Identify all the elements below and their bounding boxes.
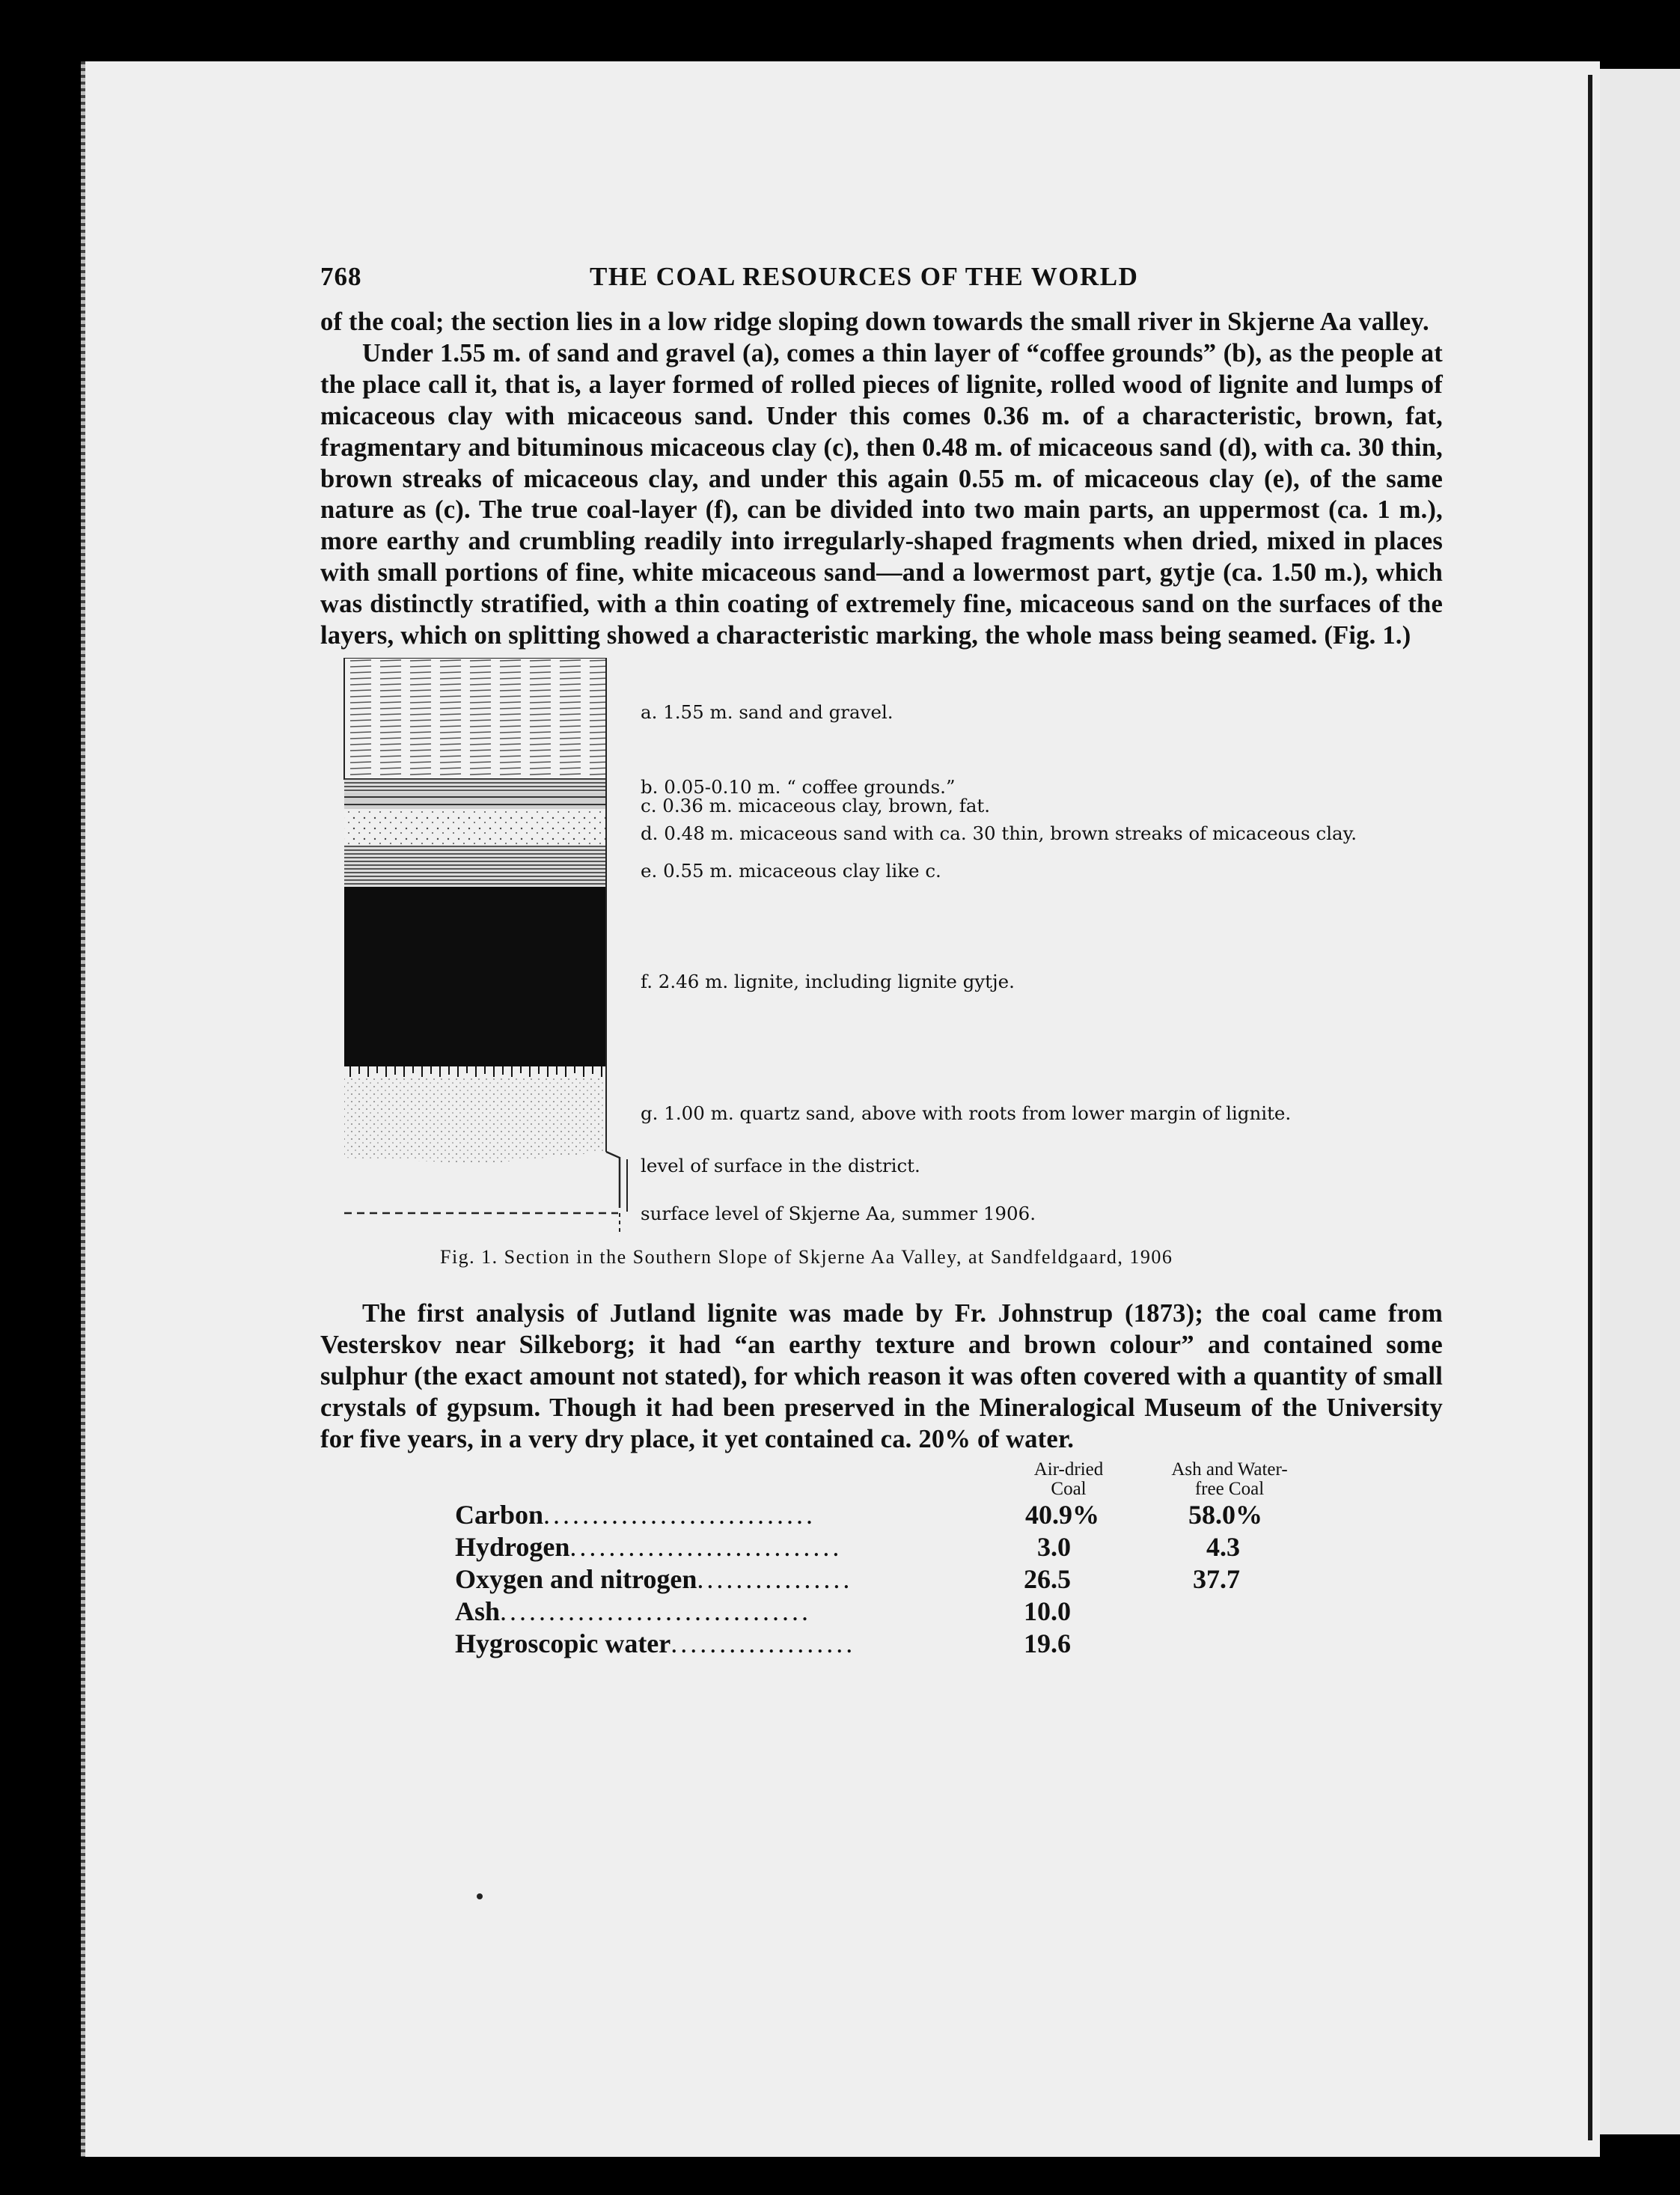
row-label: Carbon [455,1499,544,1530]
running-title: THE COAL RESOURCES OF THE WORLD [590,262,1139,291]
layer-d-sand [344,809,606,845]
layer-f-lignite [344,887,606,1066]
label-layer-b: b. 0.05-0.10 m. “ coffee grounds.” [641,775,956,798]
value-air-dried: 3.0 [1037,1531,1071,1562]
leader-dots: ................................ [500,1596,812,1626]
running-header [320,262,1443,307]
label-layer-f: f. 2.46 m. lignite, including lignite gytje. [641,970,1015,992]
label-layer-d: d. 0.48 m. micaceous sand with ca. 30 thin, brown streaks of micaceous clay. [641,822,1357,844]
analysis-table [320,1460,1443,1677]
layer-c-clay [344,793,606,809]
value-air-dried: 19.6 [1024,1628,1071,1658]
value-air-dried: 26.5 [1024,1563,1071,1594]
col-header-ash-free-line2: free Coal [1194,1478,1265,1499]
paragraph-2: Under 1.55 m. of sand and gravel (a), comes a thin layer of “coffee grounds” (b), as the people at the place call it, that is, a layer formed of rolled pieces of lignite, rolled wood of lignite and lumps of micaceous clay with micaceous sand. Under this comes 0.36 m. of a characteristic, brown, fat, fragmentary and bituminous micaceous clay (c), then 0.48 m. of micaceous sand (d), with ca. 30 thin, brown streaks of micaceous clay, and under this again 0.55 m. of micaceous clay (e), of the same nature as (c). The true coal-layer (f), can be divided into two main parts, an uppermost (ca. 1 m.), more earthy and crumbling readily into irregularly-shaped fragments when dried, mixed in places with small portions of fine, white micaceous sand—and a lowermost part, gytje (ca. 1.50 m.), which was distinctly stratified, with a thin coating of extremely fine, micaceous sand on the surfaces of the layers, which on splitting showed a characteristic marking, the whole mass being seamed. (Fig. 1.) [320,338,1443,650]
layer-a-sand-gravel [344,658,606,779]
page-left-edge [81,61,85,2157]
label-layer-a: a. 1.55 m. sand and gravel. [641,700,894,723]
label-river-level: surface level of Skjerne Aa, summer 1906. [641,1202,1036,1224]
table-row [455,1531,842,1563]
table-row [455,1628,855,1659]
value-air-dried: 10.0 [1024,1596,1071,1626]
value-air-dried: 40.9% [1025,1499,1099,1530]
label-surface-level: level of surface in the district. [641,1154,920,1176]
facing-page-edge [1600,69,1680,2134]
col-header-air-dried [1009,1460,1128,1499]
row-label: Ash [455,1596,501,1626]
page-content [320,262,1443,1677]
paragraph-1: of the coal; the section lies in a low ridge sloping down towards the small river in Skjerne Aa valley. [320,308,1429,336]
leader-dots: ............................ [543,1499,816,1530]
layer-g-quartz-sand [344,1077,606,1164]
leader-dots: ................... [671,1628,856,1658]
value-ash-free: 58.0% [1188,1499,1262,1530]
leader-dots: ............................ [569,1531,843,1562]
figure-section-diagram [320,658,1443,1279]
figure-caption: Fig. 1. Section in the Southern Slope of Skjerne Aa Valley, at Sandfeldgaard, 1906 [440,1245,1173,1268]
row-label: Oxygen and nitrogen [455,1563,697,1594]
col-header-ash-free-line1: Ash and Water- [1171,1459,1288,1480]
table-row [455,1499,816,1530]
label-layer-c: c. 0.36 m. micaceous clay, brown, fat. [641,794,991,816]
col-header-air-dried-line1: Air-dried [1033,1459,1104,1480]
book-gutter [1588,75,1592,2140]
page-number: 768 [320,262,362,291]
row-label: Hydrogen [455,1531,570,1562]
table-row [455,1596,811,1627]
value-ash-free: 4.3 [1206,1531,1240,1562]
label-layer-e: e. 0.55 m. micaceous clay like c. [641,859,941,882]
leader-dots: ................ [697,1563,853,1594]
table-row [455,1563,852,1595]
paragraph-3: The first analysis of Jutland lignite was made by Fr. Johnstrup (1873); the coal came from Vesterskov near Silkeborg; it had “an earthy texture and brown colour” and contained some sulphur (the exact amount not stated), for which reason it was often covered with a quantity of small crystals of gypsum. Though it had been preserved in the Mineralogical Museum of the University for five years, in a very dry place, it yet contained ca. 20% of water. [320,1298,1443,1453]
col-header-air-dried-line2: Coal [1051,1478,1087,1499]
row-label: Hygroscopic water [455,1628,671,1658]
layer-e-clay [344,845,606,887]
layer-b-coffee-grounds [344,779,606,793]
col-header-ash-free [1151,1460,1308,1499]
stray-mark [477,1893,483,1899]
label-layer-g: g. 1.00 m. quartz sand, above with roots from lower margin of lignite. [641,1102,1292,1124]
surface-level-marker [606,1152,620,1208]
stratigraphic-column [320,658,1443,1279]
value-ash-free: 37.7 [1193,1563,1240,1594]
